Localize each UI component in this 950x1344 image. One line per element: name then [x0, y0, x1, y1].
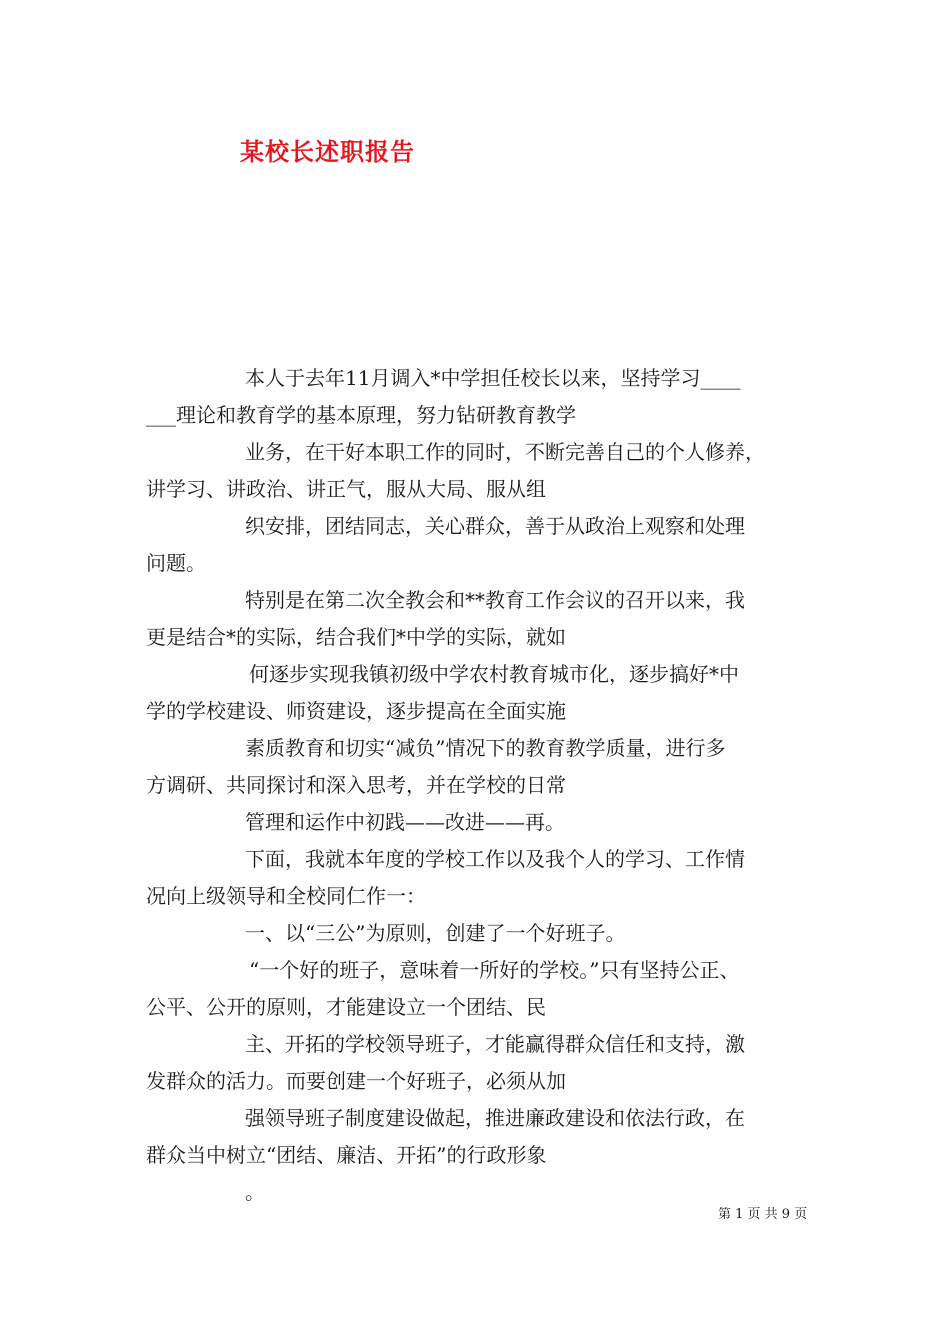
- text-line: 业务，在干好本职工作的同时，不断完善自己的个人修养，: [245, 440, 765, 464]
- text-line: 下面，我就本年度的学校工作以及我个人的学习、工作情: [245, 847, 745, 871]
- text-line: 素质教育和切实“减负”情况下的教育教学质量，进行多: [245, 736, 726, 760]
- text-line: 问题。: [146, 551, 206, 575]
- text-line: 方调研、共同探讨和深入思考，并在学校的日常: [146, 773, 566, 797]
- text-line: 发群众的活力。而要创建一个好班子，必须从加: [146, 1069, 566, 1093]
- text-line: 管理和运作中初践——改进——再。: [245, 810, 565, 834]
- text-line: 织安排，团结同志，关心群众，善于从政治上观察和处理: [245, 514, 745, 538]
- text-line: 。: [245, 1180, 265, 1204]
- text-line: 一、以“三公”为原则，创建了一个好班子。: [245, 921, 626, 945]
- text-line: 主、开拓的学校领导班子，才能赢得群众信任和支持，激: [245, 1032, 745, 1056]
- text-line: ___理论和教育学的基本原理，努力钻研教育教学: [146, 403, 576, 427]
- text-line: 公平、公开的原则，才能建设立一个团结、民: [146, 995, 546, 1019]
- text-line: 本人于去年11月调入*中学担任校长以来，坚持学习____: [245, 366, 741, 390]
- text-line: 更是结合*的实际，结合我们*中学的实际，就如: [146, 625, 566, 649]
- page-number: 第 1 页 共 9 页: [718, 1207, 808, 1222]
- document-title: 某校长述职报告: [240, 137, 415, 166]
- text-line: 群众当中树立“团结、廉洁、开拓”的行政形象: [146, 1143, 547, 1167]
- text-line: 讲学习、讲政治、讲正气，服从大局、服从组: [146, 477, 546, 501]
- text-line: 强领导班子制度建设做起，推进廉政建设和依法行政，在: [245, 1106, 745, 1130]
- text-line: “一个好的班子，意味着一所好的学校。”只有坚持公正、: [249, 958, 740, 982]
- text-line: 学的学校建设、师资建设，逐步提高在全面实施: [146, 699, 566, 723]
- text-line: 况向上级领导和全校同仁作一：: [146, 884, 426, 908]
- text-line: 何逐步实现我镇初级中学农村教育城市化，逐步搞好*中: [249, 662, 739, 686]
- text-line: 特别是在第二次全教会和**教育工作会议的召开以来，我: [245, 588, 745, 612]
- document-body: [146, 360, 810, 1211]
